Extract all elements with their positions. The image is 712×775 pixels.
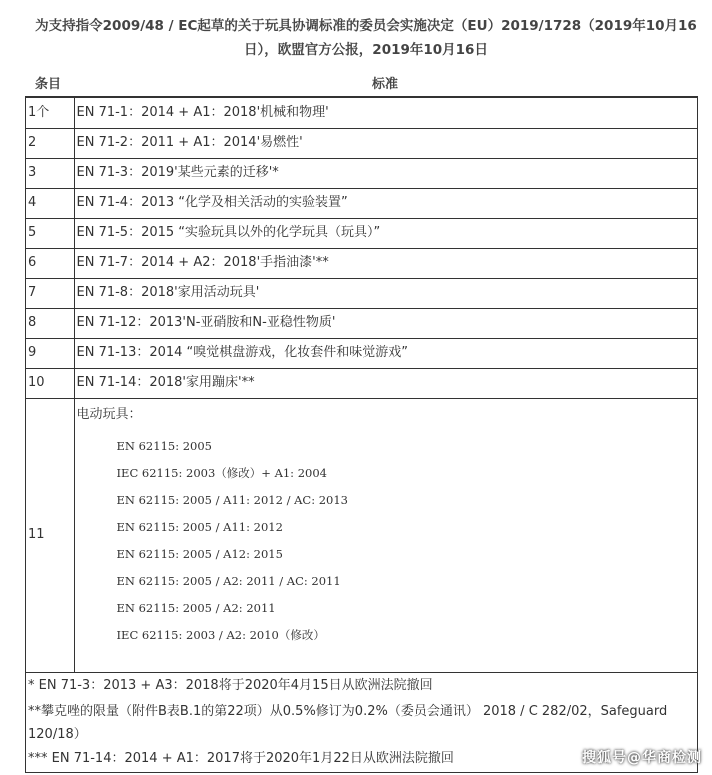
footnote: **攀克唑的限量（附件B表B.1的第22项）从0.5%修订为0.2%（委员会通讯） 2018 / C 282/02，Safeguard 120/18）: [28, 703, 668, 742]
standard-cell: EN 71-1：2014 + A1：2018'机械和物理': [74, 98, 697, 128]
item-number: 1个: [26, 98, 74, 128]
footnote: *** EN 71-14：2014 + A1：2017将于2020年1月22日从欧洲法院撤回: [28, 750, 454, 766]
item-number: 9: [26, 338, 74, 368]
standard-cell: EN 71-4：2013 “化学及相关活动的实验装置”: [74, 188, 697, 218]
list-item: EN 62115: 2005 / A11: 2012 / AC: 2013: [116, 492, 348, 507]
standard-cell: EN 71-12：2013'N-亚硝胺和N-亚稳性物质': [74, 308, 697, 338]
watermark: 搜狐号@华商检测: [582, 750, 702, 766]
table-row: [26, 398, 697, 672]
list-item: EN 62115: 2005 / A2: 2011 / AC: 2011: [116, 573, 341, 588]
electric-standards-list: [77, 433, 696, 649]
electric-toys-cell: [74, 398, 697, 672]
column-header-standard: 标准: [372, 77, 399, 92]
table-row: [26, 98, 697, 128]
item-number: 8: [26, 308, 74, 338]
list-item: EN 62115: 2005 / A12: 2015: [116, 546, 283, 561]
standard-cell: EN 71-8：2018'家用活动玩具': [74, 278, 697, 308]
item-number: 10: [26, 368, 74, 398]
table-row: [26, 368, 697, 398]
item-number: 7: [26, 278, 74, 308]
table-row: [26, 158, 697, 188]
standard-cell: EN 71-13：2014 “嗅觉棋盘游戏，化妆套件和味觉游戏”: [74, 338, 697, 368]
electric-toys-heading: 电动玩具：: [76, 406, 142, 422]
standards-table: [25, 98, 698, 773]
standard-cell: EN 71-5：2015 “实验玩具以外的化学玩具（玩具）”: [74, 218, 697, 248]
list-item: EN 62115: 2005 / A11: 2012: [116, 519, 283, 534]
footnote: * EN 71-3：2013 + A3：2018将于2020年4月15日从欧洲法院撤回: [28, 677, 433, 693]
standard-cell: EN 71-3：2019'某些元素的迁移'*: [74, 158, 697, 188]
list-item: EN 62115: 2005 / A2: 2011: [116, 600, 276, 615]
item-number: 6: [26, 248, 74, 278]
item-number: 11: [26, 398, 74, 672]
item-number: 5: [26, 218, 74, 248]
standard-cell: EN 71-2：2011 + A1：2014'易燃性': [74, 128, 697, 158]
table-row: [26, 338, 697, 368]
table-row: [26, 188, 697, 218]
table-row: [26, 248, 697, 278]
table-row: [26, 278, 697, 308]
list-item: IEC 62115: 2003（修改）+ A1: 2004: [116, 465, 327, 480]
item-number: 3: [26, 158, 74, 188]
table-row: [26, 128, 697, 158]
item-number: 2: [26, 128, 74, 158]
document-title: 为支持指令2009/48 / EC起草的关于玩具协调标准的委员会实施决定（EU）2019/1728（2019年10月16日），欧盟官方公报，2019年10月16日: [35, 18, 697, 58]
table-row: [26, 218, 697, 248]
list-item: EN 62115: 2005: [116, 438, 212, 453]
standard-cell: EN 71-14：2018'家用蹦床'**: [74, 368, 697, 398]
standard-cell: EN 71-7：2014 + A2：2018'手指油漆'**: [74, 248, 697, 278]
item-number: 4: [26, 188, 74, 218]
list-item: IEC 62115: 2003 / A2: 2010（修改）: [116, 627, 325, 642]
column-header-item: 条目: [35, 77, 62, 92]
table-row: [26, 308, 697, 338]
